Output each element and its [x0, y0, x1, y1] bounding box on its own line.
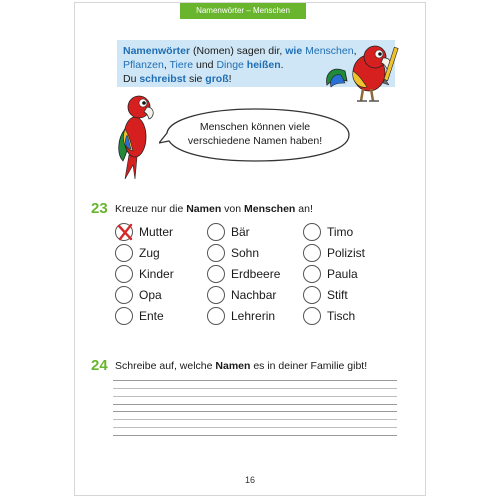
task-keyword: Namen [215, 360, 251, 372]
option-item[interactable] [303, 285, 348, 305]
option-label: Stift [327, 288, 348, 302]
task-number-23: 23 [91, 200, 108, 217]
writing-line [113, 396, 397, 397]
page-number: 16 [244, 475, 255, 485]
option-label: Paula [327, 267, 358, 281]
option-circle[interactable] [303, 307, 321, 325]
option-circle[interactable] [303, 223, 321, 241]
option-label: Mutter [139, 225, 174, 239]
page-header-tab: Namenwörter – Menschen [180, 3, 306, 19]
cross-mark-icon [114, 221, 136, 243]
checkbox-grid [115, 222, 395, 330]
info-keyword-namenwoerter: Namenwörter [123, 45, 191, 57]
task-text: Schreibe auf, welche [115, 360, 216, 372]
option-circle[interactable] [303, 265, 321, 283]
option-item[interactable] [207, 222, 250, 242]
option-item[interactable] [207, 243, 259, 263]
info-keyword-tiere: Tiere [169, 59, 194, 71]
option-label: Sohn [231, 246, 260, 260]
info-text: (Nomen) sagen dir, [190, 45, 286, 57]
option-label: Polizist [327, 246, 366, 260]
option-label: Nachbar [231, 288, 277, 302]
info-keyword-heissen: heißen [246, 59, 281, 71]
option-circle-checked[interactable] [115, 223, 133, 241]
option-circle[interactable] [115, 286, 133, 304]
info-text: , [353, 45, 357, 57]
option-circle[interactable] [207, 265, 225, 283]
writing-line [113, 427, 397, 428]
speech-bubble-line-1: Menschen können viele [199, 121, 311, 133]
writing-line [113, 411, 397, 412]
info-text: Du [123, 73, 140, 85]
info-text: ! [228, 73, 232, 85]
parrot-with-pencil-illustration [323, 41, 403, 109]
info-keyword-schreibst: schreibst [139, 73, 187, 85]
task-number-24: 24 [91, 357, 108, 374]
option-circle[interactable] [303, 286, 321, 304]
task-text: es in deiner Familie gibt! [250, 360, 368, 372]
writing-lines-1[interactable] [113, 380, 397, 405]
option-item[interactable] [115, 285, 162, 305]
option-circle[interactable] [115, 307, 133, 325]
option-circle[interactable] [207, 244, 225, 262]
option-circle[interactable] [207, 307, 225, 325]
info-text: . [280, 59, 284, 71]
option-item[interactable] [207, 306, 275, 326]
option-circle[interactable] [207, 286, 225, 304]
option-label: Zug [139, 246, 160, 260]
option-label: Timo [327, 225, 354, 239]
task-keyword: Menschen [244, 203, 296, 215]
task-text: von [221, 203, 244, 215]
option-item[interactable] [303, 243, 365, 263]
option-circle[interactable] [207, 223, 225, 241]
speech-bubble-line-2: verschiedene Namen haben! [187, 135, 323, 147]
option-circle[interactable] [115, 265, 133, 283]
worksheet-page [74, 2, 426, 496]
option-item[interactable] [115, 264, 174, 284]
writing-line [113, 419, 397, 420]
task-23-instruction [115, 203, 313, 215]
option-circle[interactable] [115, 244, 133, 262]
writing-line [113, 435, 397, 436]
option-label: Lehrerin [231, 309, 276, 323]
option-item[interactable] [207, 285, 276, 305]
writing-line [113, 388, 397, 389]
option-item[interactable] [303, 306, 355, 326]
info-text: , [163, 59, 170, 71]
parrot-illustration [111, 89, 155, 181]
option-label: Kinder [139, 267, 174, 281]
option-item[interactable] [115, 243, 160, 263]
writing-line [113, 380, 397, 381]
info-keyword-wie: wie [285, 45, 303, 57]
speech-bubble-text [171, 120, 339, 148]
option-item[interactable] [207, 264, 280, 284]
info-keyword-pflanzen: Pflanzen [123, 59, 164, 71]
task-24-instruction [115, 360, 367, 372]
info-keyword-gross: groß [205, 73, 229, 85]
info-text: sie [186, 73, 206, 85]
option-label: Erdbeere [231, 267, 281, 281]
task-text: an! [295, 203, 313, 215]
option-item[interactable] [115, 222, 173, 242]
option-label: Opa [139, 288, 162, 302]
option-item[interactable] [303, 222, 353, 242]
option-item[interactable] [115, 306, 164, 326]
writing-lines-2[interactable] [113, 411, 397, 436]
info-keyword-menschen: Menschen [305, 45, 354, 57]
option-item[interactable] [303, 264, 358, 284]
task-text: Kreuze nur die [115, 203, 187, 215]
task-keyword: Namen [186, 203, 222, 215]
option-label: Ente [139, 309, 164, 323]
option-label: Bär [231, 225, 250, 239]
writing-line [113, 404, 397, 405]
option-circle[interactable] [303, 244, 321, 262]
info-text: und [193, 59, 217, 71]
option-label: Tisch [327, 309, 356, 323]
info-keyword-dinge: Dinge [216, 59, 244, 71]
